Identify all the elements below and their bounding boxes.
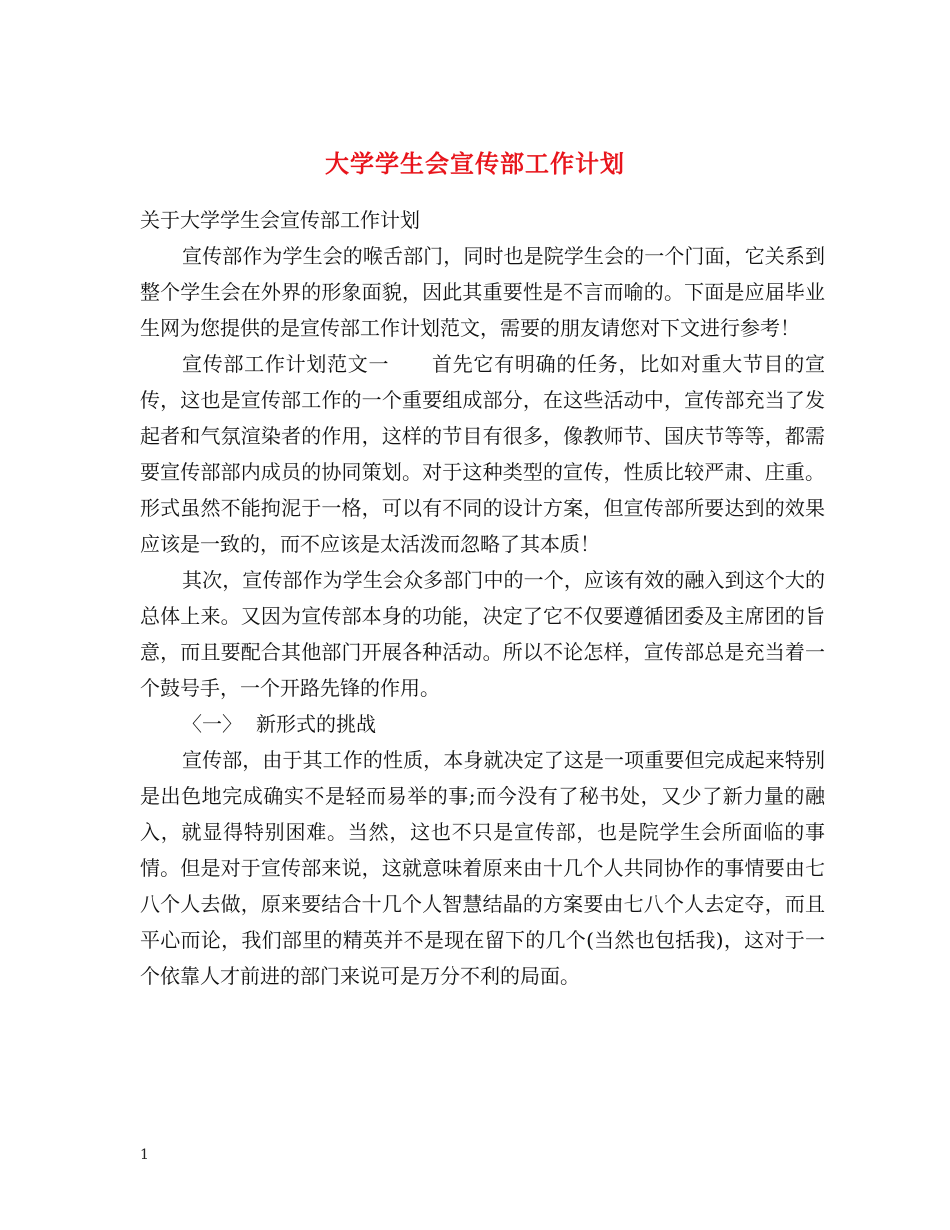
plan-one-text: 首先它有明确的任务，比如对重大节目的宣传，这也是宣传部工作的一个重要组成部分，在这些活动中，宣传部充当了发起者和气氛渲染者的作用，这样的节目有很多，像教师节、国庆节等等，都需要宣传部部内成员的协同策划。对于这种类型的宣传，性质比较严肃、庄重。形式虽然不能拘泥于一格，可以有不同的设计方案，但宣传部所要达到的效果应该是一致的，而不应该是太活泼而忽略了其本质！ [140, 352, 826, 556]
section-title: 新形式的挑战 [256, 712, 376, 736]
section-number: 〈一〉 [182, 712, 242, 736]
plan-one-paragraph [140, 346, 825, 562]
plan-one-label: 宣传部工作计划范文一 [182, 352, 390, 376]
third-paragraph: 宣传部，由于其工作的性质，本身就决定了这是一项重要但完成起来特别是出色地完成确实不是轻而易举的事;而今没有了秘书处，又少了新力量的融入，就显得特别困难。当然，这也不只是宣传部，也是院学生会所面临的事情。但是对于宣传部来说，这就意味着原来由十几个人共同协作的事情要由七八个人去做，原来要结合十几个人智慧结晶的方案要由七八个人去定夺，而且平心而论，我们部里的精英并不是现在留下的几个(当然也包括我)，这对于一个依靠人才前进的部门来说可是万分不利的局面。 [140, 748, 825, 988]
second-paragraph: 其次，宣传部作为学生会众多部门中的一个，应该有效的融入到这个大的总体上来。又因为宣传部本身的功能，决定了它不仅要遵循团委及主席团的旨意，而且要配合其他部门开展各种活动。所以不论怎样，宣传部总是充当着一个鼓号手，一个开路先锋的作用。 [140, 568, 825, 700]
intro-paragraph: 宣传部作为学生会的喉舌部门，同时也是院学生会的一个门面，它关系到整个学生会在外界的形象面貌，因此其重要性是不言而喻的。下面是应届毕业生网为您提供的是宣传部工作计划范文，需要的朋友请您对下文进行参考！ [140, 244, 825, 340]
document-subtitle: 关于大学学生会宣传部工作计划 [140, 208, 420, 232]
section-heading [140, 706, 825, 742]
document-title: 大学学生会宣传部工作计划 [325, 149, 625, 179]
document-body [140, 202, 825, 994]
page-number: 1 [140, 1147, 149, 1163]
